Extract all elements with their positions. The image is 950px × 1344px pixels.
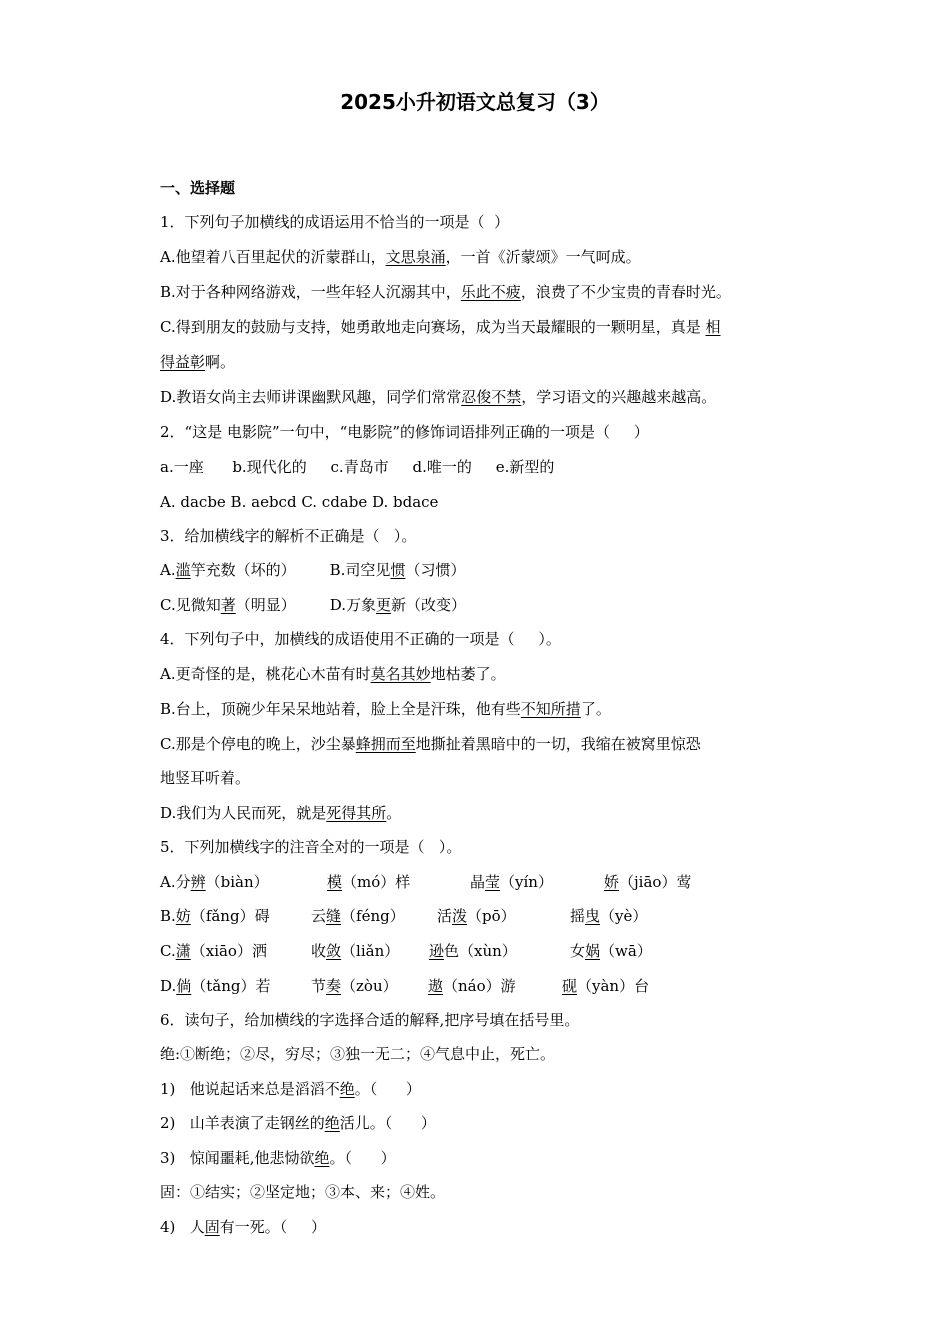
q5-option-c-4: 女娲（wā） bbox=[570, 942, 652, 960]
underlined-char: 绝 bbox=[314, 1149, 330, 1167]
q5-stem: 5．下列加横线字的注音全对的一项是（ ）。 bbox=[160, 838, 462, 856]
underlined-char: 砚 bbox=[562, 977, 578, 995]
q4-option-d: D.我们为人民而死，就是死得其所。 bbox=[160, 804, 402, 822]
q2-options: A. dacbe B. aebcd C. cdabe D. bdace bbox=[160, 493, 439, 511]
underlined-char: 滥 bbox=[175, 561, 191, 579]
q6-sentence-2: 2) 山羊表演了走钢丝的绝活儿。（ ） bbox=[160, 1114, 436, 1132]
q1-option-b: B.对于各种网络游戏，一些年轻人沉溺其中，乐此不疲，浪费了不少宝贵的青春时光。 bbox=[160, 283, 731, 301]
q2-stem: 2．“这是 电影院”一句中，“电影院”的修饰词语排列正确的一项是（ ） bbox=[160, 423, 649, 441]
underlined-idiom: 死得其所 bbox=[326, 804, 387, 822]
q2-items: a.一座 b.现代化的 c.青岛市 d.唯一的 e.新型的 bbox=[160, 458, 555, 476]
q6-sentence-4: 4) 人固有一死。（ ） bbox=[160, 1218, 327, 1236]
q5-option-b-3: 活泼（pō） bbox=[437, 907, 516, 925]
section-heading-choice: 一、选择题 bbox=[160, 179, 236, 197]
underlined-char: 辨 bbox=[190, 873, 206, 891]
underlined-char: 惯 bbox=[390, 561, 406, 579]
underlined-char: 逊 bbox=[429, 942, 445, 960]
q5-option-a-4: 娇（jiāo）莺 bbox=[604, 873, 692, 891]
underlined-char: 固 bbox=[204, 1218, 220, 1236]
underlined-char: 更 bbox=[376, 596, 392, 614]
underlined-idiom: 莫名其妙 bbox=[370, 665, 431, 683]
q1-stem: 1．下列句子加横线的成语运用不恰当的一项是（ ） bbox=[160, 213, 510, 231]
q5-option-b-1: B.妨（fǎng）碍 bbox=[160, 907, 270, 925]
q1-option-c-cont: 得益彰啊。 bbox=[160, 353, 236, 371]
underlined-char: 曳 bbox=[585, 907, 601, 925]
q3-options-cd: C.见微知著（明显） D.万象更新（改变） bbox=[160, 596, 467, 614]
q5-option-c-2: 收敛（liǎn） bbox=[311, 942, 400, 960]
underlined-idiom: 相 bbox=[705, 318, 721, 336]
q3-stem: 3．给加横线字的解析不正确是（ ）。 bbox=[160, 527, 417, 545]
underlined-char: 遨 bbox=[428, 977, 444, 995]
underlined-idiom: 蜂拥而至 bbox=[355, 735, 416, 753]
q5-option-d-2: 节奏（zòu） bbox=[311, 977, 398, 995]
q4-stem: 4．下列句子中，加横线的成语使用不正确的一项是（ ）。 bbox=[160, 630, 561, 648]
q5-option-c-3: 逊色（xùn） bbox=[429, 942, 517, 960]
page-title: 2025小升初语文总复习（3） bbox=[340, 90, 610, 114]
underlined-char: 模 bbox=[327, 873, 343, 891]
underlined-idiom: 得益彰 bbox=[160, 353, 206, 371]
underlined-idiom: 文思泉涌 bbox=[385, 248, 446, 266]
q5-option-a-1: A.分辨（biàn） bbox=[160, 873, 269, 891]
underlined-idiom: 乐此不疲 bbox=[460, 283, 521, 301]
underlined-char: 娲 bbox=[585, 942, 601, 960]
underlined-char: 绝 bbox=[339, 1080, 355, 1098]
q4-option-c-cont: 地竖耳听着。 bbox=[160, 769, 251, 787]
q4-option-b: B.台上，顶碗少年呆呆地站着，脸上全是汗珠，他有些不知所措了。 bbox=[160, 700, 611, 718]
underlined-idiom: 不知所措 bbox=[520, 700, 581, 718]
underlined-char: 倘 bbox=[176, 977, 192, 995]
q4-option-c: C.那是个停电的晚上，沙尘暴蜂拥而至地撕扯着黑暗中的一切，我缩在被窝里惊恐 bbox=[160, 735, 701, 753]
q1-option-d: D.教语女尚主去师讲课幽默风趣，同学们常常忍俊不禁，学习语文的兴趣越来越高。 bbox=[160, 388, 717, 406]
q3-options-ab: A.滥竽充数（坏的） B.司空见惯（习惯） bbox=[160, 561, 466, 579]
underlined-char: 娇 bbox=[604, 873, 620, 891]
q5-option-d-1: D.倘（tǎng）若 bbox=[160, 977, 271, 995]
underlined-char: 奏 bbox=[326, 977, 342, 995]
q5-option-d-3: 遨（náo）游 bbox=[428, 977, 516, 995]
q6-jue-definitions: 绝:①断绝；②尽，穷尽；③独一无二；④气息中止，死亡。 bbox=[160, 1045, 556, 1063]
q1-option-a: A.他望着八百里起伏的沂蒙群山，文思泉涌，一首《沂蒙颂》一气呵成。 bbox=[160, 248, 641, 266]
q6-sentence-3: 3) 惊闻噩耗,他悲恸欲绝。（ ） bbox=[160, 1149, 396, 1167]
underlined-char: 敛 bbox=[326, 942, 342, 960]
q5-option-a-3: 晶莹（yín） bbox=[470, 873, 553, 891]
underlined-char: 妨 bbox=[175, 907, 191, 925]
q4-option-a: A.更奇怪的是，桃花心木苗有时莫名其妙地枯萎了。 bbox=[160, 665, 506, 683]
q6-gu-definitions: 固：①结实；②坚定地；③本、来；④姓。 bbox=[160, 1183, 446, 1201]
underlined-char: 著 bbox=[220, 596, 236, 614]
q6-stem: 6．读句子，给加横线的字选择合适的解释,把序号填在括号里。 bbox=[160, 1011, 580, 1029]
underlined-char: 缝 bbox=[326, 907, 342, 925]
underlined-idiom: 忍俊不禁 bbox=[461, 388, 522, 406]
q6-sentence-1: 1) 他说起话来总是滔滔不绝。（ ） bbox=[160, 1080, 421, 1098]
q5-option-b-2: 云缝（féng） bbox=[311, 907, 405, 925]
q5-option-c-1: C.潇（xiāo）洒 bbox=[160, 942, 267, 960]
q5-option-d-4: 砚（yàn）台 bbox=[562, 977, 650, 995]
underlined-char: 莹 bbox=[485, 873, 501, 891]
underlined-char: 泼 bbox=[452, 907, 468, 925]
underlined-char: 绝 bbox=[324, 1114, 340, 1132]
q5-option-a-2: 模（mó）样 bbox=[327, 873, 411, 891]
q5-option-b-4: 摇曳（yè） bbox=[570, 907, 648, 925]
underlined-char: 潇 bbox=[175, 942, 191, 960]
q1-option-c: C.得到朋友的鼓励与支持，她勇敢地走向赛场，成为当天最耀眼的一颗明星，真是 相 bbox=[160, 318, 721, 336]
